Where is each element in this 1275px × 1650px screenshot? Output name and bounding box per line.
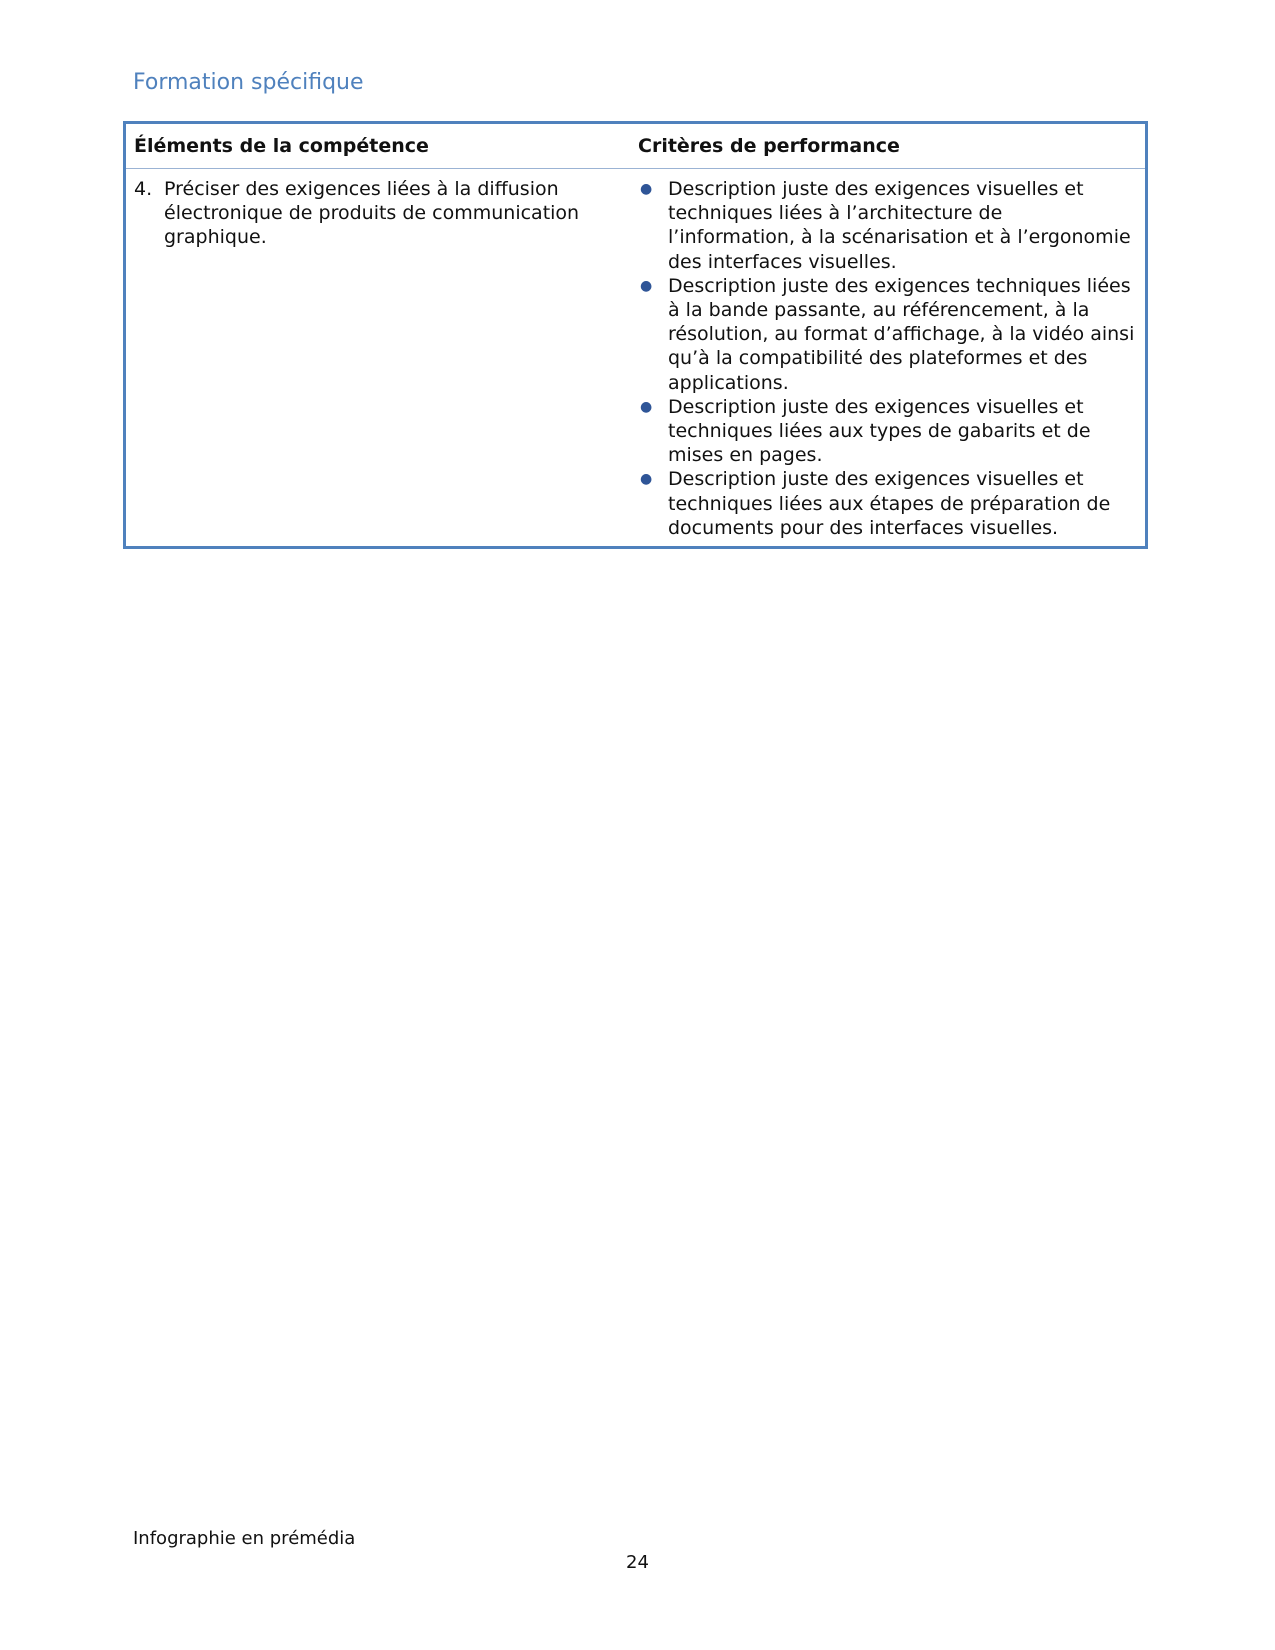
- criteria-item: [638, 395, 1135, 468]
- criteria-list: [638, 177, 1145, 540]
- page-number: 24: [626, 1552, 649, 1573]
- bullet-icon: ●: [640, 398, 653, 415]
- criteria-text: Description juste des exigences visuelles et techniques liées aux étapes de préparation de documents pour des interfaces visuelles.: [668, 468, 1111, 539]
- header-elements: Éléments de la compétence: [134, 135, 429, 157]
- section-title: Formation spécifique: [133, 70, 364, 95]
- element-text: Préciser des exigences liées à la diffusion électronique de produits de communication graphique.: [164, 178, 580, 248]
- criteria-item: [638, 177, 1135, 274]
- element-item: [134, 177, 638, 249]
- criteria-text: Description juste des exigences visuelles et techniques liées aux types de gabarits et de mises en pages.: [668, 395, 1091, 467]
- table-header-row: [126, 124, 1145, 169]
- bullet-icon: ●: [640, 471, 653, 488]
- table-body-row: [126, 169, 1145, 546]
- criteria-cell: [638, 177, 1145, 540]
- bullet-icon: ●: [640, 181, 653, 197]
- criteria-text: Description juste des exigences visuelles et techniques liées à l’architecture de l’information, à la scénarisation et à l’ergonomie des interfaces visuelles.: [668, 178, 1131, 273]
- footer-program-title: Infographie en prémédia: [133, 1528, 356, 1549]
- element-number: 4.: [134, 178, 153, 200]
- elements-cell: [126, 177, 638, 540]
- competence-table: [123, 121, 1148, 549]
- criteria-item: [638, 467, 1135, 540]
- criteria-text: Description juste des exigences techniques liées à la bande passante, au référencement, à la résolution, au format d’affichage, à la vidéo ainsi qu’à la compatibilité des plateformes et des applications.: [668, 274, 1135, 394]
- criteria-item: [638, 274, 1135, 395]
- bullet-icon: ●: [640, 277, 653, 294]
- header-criteria: Critères de performance: [638, 135, 900, 157]
